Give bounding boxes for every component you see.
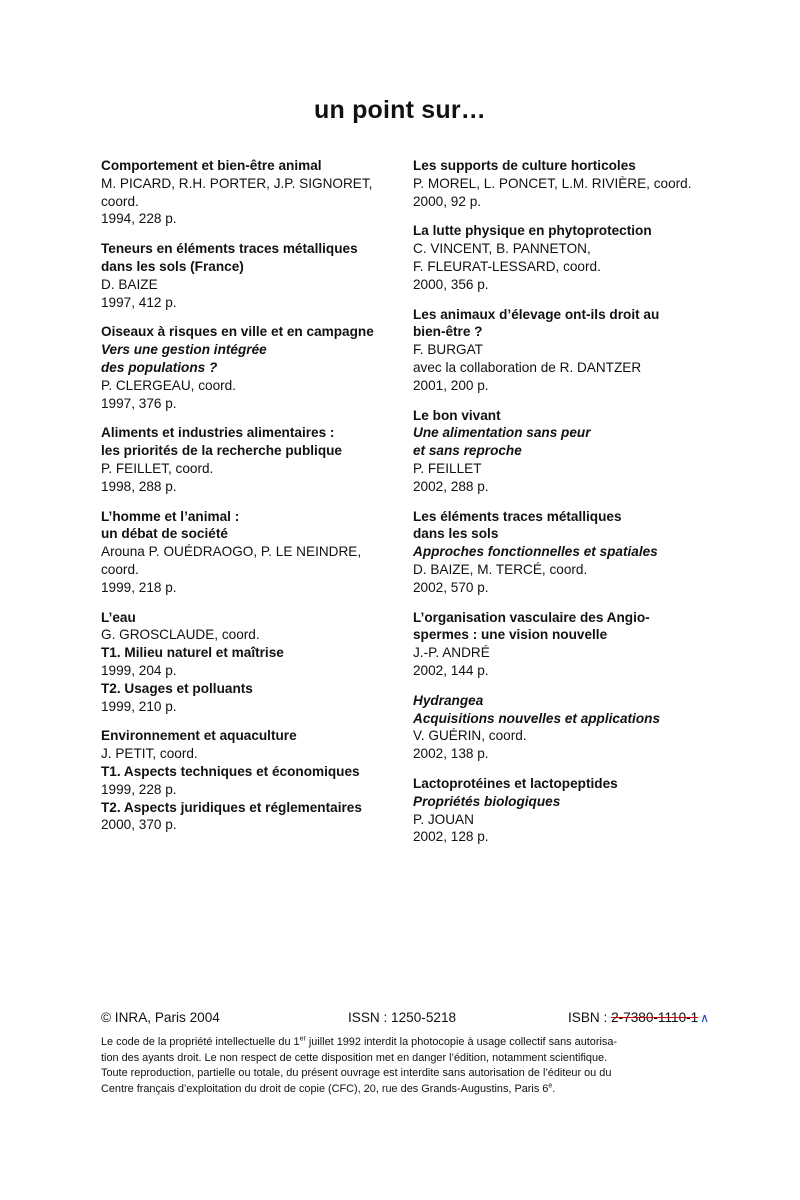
left-column xyxy=(101,157,401,846)
correction-caret-icon: ∧ xyxy=(700,1011,710,1025)
book-detail: 1997, 376 p. xyxy=(101,395,177,411)
book-detail: C. VINCENT, B. PANNETON, xyxy=(413,241,591,257)
book-detail: Acquisitions nouvelles et applications xyxy=(413,710,661,726)
book-detail: des populations ? xyxy=(101,359,218,375)
legal-line-3: Toute reproduction, partielle ou totale, du présent ouvrage est interdite sans autorisation de l’éditeur ou du xyxy=(101,1067,612,1079)
book-entry xyxy=(413,609,713,680)
book-entry xyxy=(101,323,401,412)
book-title: Les supports de culture horticoles xyxy=(413,158,636,173)
book-detail: P. FEILLET, coord. xyxy=(101,460,214,476)
book-title: Les animaux d’élevage ont-ils droit au xyxy=(413,306,660,322)
book-detail: 1999, 218 p. xyxy=(101,579,177,595)
book-title: Comportement et bien-être animal xyxy=(101,158,322,173)
book-title: Lactoprotéines et lactopeptides xyxy=(413,775,618,791)
book-title: Les éléments traces métalliques xyxy=(413,508,622,524)
book-detail: 1999, 204 p. xyxy=(101,662,177,678)
isbn-label: ISBN : xyxy=(568,1010,612,1025)
book-detail: Arouna P. OUÉDRAOGO, P. LE NEINDRE, xyxy=(101,544,362,560)
book-detail: J.-P. ANDRÉ xyxy=(413,645,490,661)
book-entry xyxy=(413,157,713,210)
book-entry xyxy=(101,727,401,834)
book-title: Teneurs en éléments traces métalliques xyxy=(101,241,358,257)
book-detail: 1999, 210 p. xyxy=(101,698,177,714)
book-detail: coord. xyxy=(101,561,139,577)
legal-line-4: Centre français d’exploitation du droit de copie (CFC), 20, rue des Grands-Augustins, Paris 6e. xyxy=(101,1081,556,1095)
book-detail: D. BAIZE, M. TERCÉ, coord. xyxy=(413,561,588,577)
book-detail: 2002, 128 p. xyxy=(413,829,489,845)
book-detail: avec la collaboration de R. DANTZER xyxy=(413,359,642,375)
book-detail: P. CLERGEAU, coord. xyxy=(101,377,236,393)
book-title: L’organisation vasculaire des Angio- xyxy=(413,609,650,625)
book-detail: P. JOUAN xyxy=(413,811,474,827)
book-entry xyxy=(413,222,713,293)
book-detail: spermes : une vision nouvelle xyxy=(413,627,608,643)
book-detail: les priorités de la recherche publique xyxy=(101,443,342,459)
legal-notice xyxy=(101,1035,701,1097)
issn: ISSN : 1250-5218 xyxy=(348,1010,457,1025)
footer-row xyxy=(101,1010,710,1030)
isbn xyxy=(568,1010,709,1025)
book-detail: F. BURGAT xyxy=(413,342,483,358)
book-entry xyxy=(413,775,713,846)
book-detail: un débat de société xyxy=(101,526,228,542)
isbn-value: 2-7380-1110-1 xyxy=(611,1010,699,1025)
book-detail: Approches fonctionnelles et spatiales xyxy=(413,544,658,560)
book-detail: dans les sols (France) xyxy=(101,258,244,274)
book-detail: V. GUÉRIN, coord. xyxy=(413,728,527,744)
book-detail: M. PICARD, R.H. PORTER, J.P. SIGNORET, xyxy=(101,175,373,191)
book-detail: 2000, 370 p. xyxy=(101,817,177,833)
book-detail: T2. Usages et polluants xyxy=(101,680,253,696)
book-detail: D. BAIZE xyxy=(101,276,158,292)
book-title: Aliments et industries alimentaires : xyxy=(101,425,335,441)
copyright-notice: © INRA, Paris 2004 xyxy=(101,1010,220,1025)
book-title: La lutte physique en phytoprotection xyxy=(413,223,652,239)
book-title: L’homme et l’animal : xyxy=(101,508,240,524)
book-detail: T1. Aspects techniques et économiques xyxy=(101,763,360,779)
legal-line-2: tion des ayants droit. Le non respect de cette disposition met en danger l’édition, notamment scientifique. xyxy=(101,1051,608,1064)
book-title: Le bon vivant xyxy=(413,407,501,423)
book-detail: G. GROSCLAUDE, coord. xyxy=(101,627,260,643)
book-detail: 1999, 228 p. xyxy=(101,781,177,797)
book-detail: et sans reproche xyxy=(413,443,522,459)
book-detail: P. MOREL, L. PONCET, L.M. RIVIÈRE, coord. xyxy=(413,175,692,191)
book-detail: 2002, 288 p. xyxy=(413,478,489,494)
legal-line-1: Le code de la propriété intellectuelle du 1er juillet 1992 interdit la photocopie à usage collectif sans autorisa- xyxy=(101,1035,618,1048)
book-detail: bien-être ? xyxy=(413,324,483,340)
book-detail: F. FLEURAT-LESSARD, coord. xyxy=(413,258,601,274)
book-detail: coord. xyxy=(101,193,139,209)
book-detail: 2002, 570 p. xyxy=(413,579,489,595)
right-column xyxy=(413,157,713,858)
book-detail: Vers une gestion intégrée xyxy=(101,342,267,358)
book-detail: 2000, 356 p. xyxy=(413,276,489,292)
book-detail: 2001, 200 p. xyxy=(413,377,489,393)
book-detail: 2002, 144 p. xyxy=(413,662,489,678)
book-detail: 1998, 288 p. xyxy=(101,478,177,494)
book-entry xyxy=(101,424,401,495)
book-title: Hydrangea xyxy=(413,692,484,708)
book-detail: 1994, 228 p. xyxy=(101,211,177,227)
book-entry xyxy=(413,407,713,496)
book-detail: T1. Milieu naturel et maîtrise xyxy=(101,645,284,661)
book-detail: P. FEILLET xyxy=(413,460,482,476)
book-entry xyxy=(101,609,401,716)
book-detail: T2. Aspects juridiques et réglementaires xyxy=(101,799,362,815)
book-entry xyxy=(101,508,401,597)
book-detail: 2000, 92 p. xyxy=(413,193,482,209)
book-entry xyxy=(413,692,713,763)
book-title: L’eau xyxy=(101,609,136,625)
book-title: Environnement et aquaculture xyxy=(101,728,297,744)
book-detail: 1997, 412 p. xyxy=(101,294,177,310)
book-detail: Propriétés biologiques xyxy=(413,793,561,809)
page-title: un point sur… xyxy=(313,96,487,124)
book-title: Oiseaux à risques en ville et en campagne xyxy=(101,324,374,340)
book-detail: dans les sols xyxy=(413,526,499,542)
book-entry xyxy=(101,157,401,228)
book-entry xyxy=(413,306,713,395)
book-entry xyxy=(413,508,713,597)
book-detail: J. PETIT, coord. xyxy=(101,746,198,762)
book-entry xyxy=(101,240,401,311)
book-detail: Une alimentation sans peur xyxy=(413,425,591,441)
book-detail: 2002, 138 p. xyxy=(413,746,489,762)
